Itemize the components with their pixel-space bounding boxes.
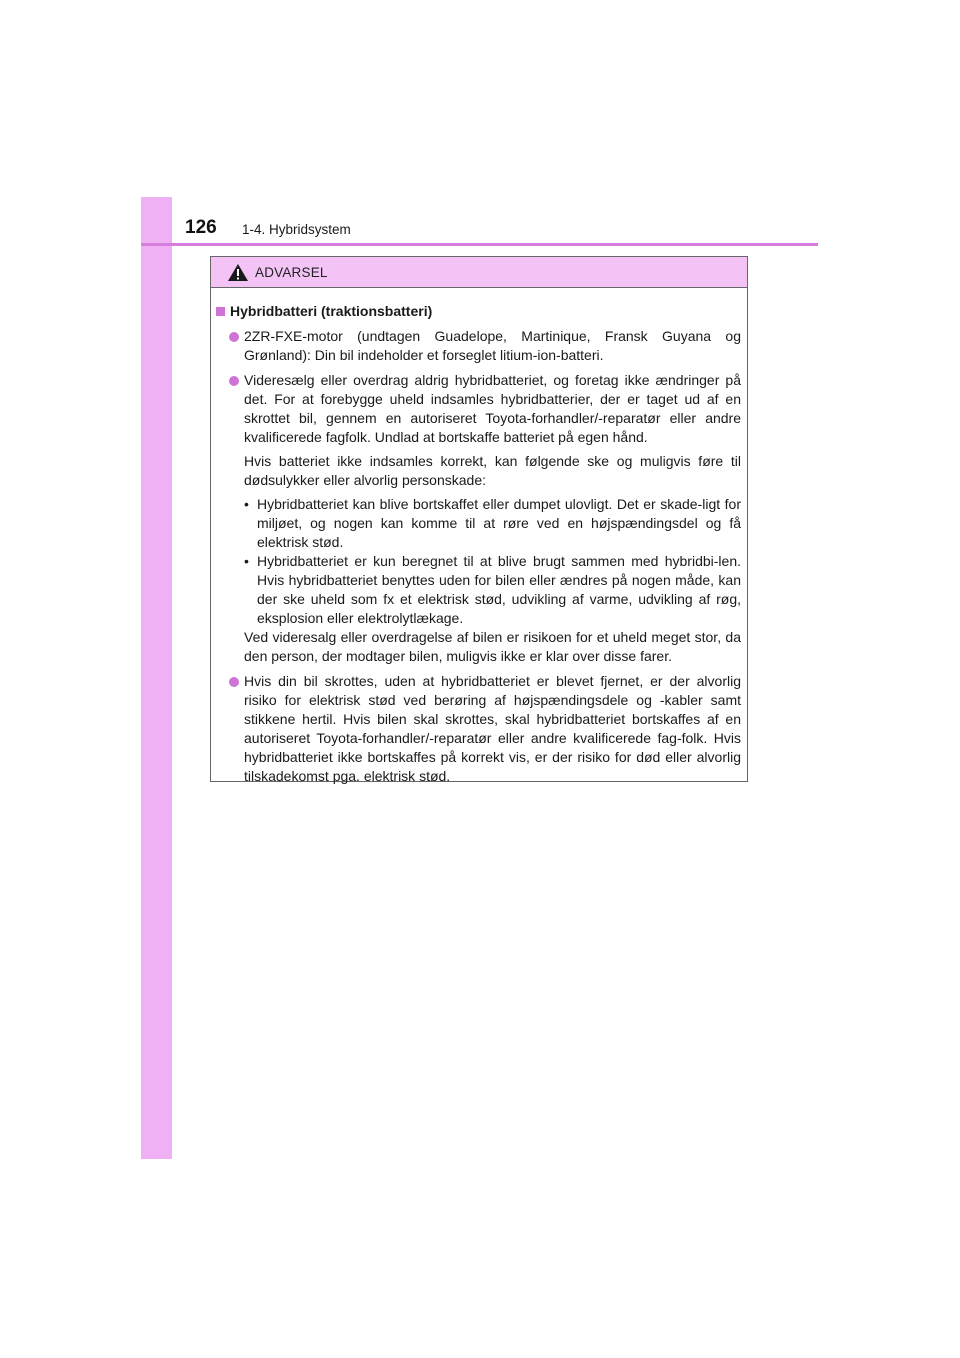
section-title: 1-4. Hybridsystem (242, 222, 351, 237)
warning-box (210, 256, 748, 782)
item-text: Videresælg eller overdrag aldrig hybridbatteriet, og foretag ikke ændringer på det. For at forebygge uheld indsamles hybridbatterier, der er taget ud af en skrottet bil, gennem en autoriseret Toyota-forhandler/-reparatør eller andre kvalificerede fagfolk. Undlad at bortskaffe batteriet på egen hånd. (244, 372, 741, 445)
sub-list-item (244, 495, 741, 552)
item-text: 2ZR-FXE-motor (undtagen Guadelope, Martinique, Fransk Guyana og Grønland): Din bil indeholder et forseglet litium-ion-batteri. (244, 328, 741, 363)
item-text: Hvis din bil skrottes, uden at hybridbatteriet er blevet fjernet, er der alvorlig risiko for elektrisk stød ved berøring af højspændingsdele og -kabler samt stikkene hertil. Hvis bilen skal skrottes, skal hybridbatteriet bortskaffes af en autoriseret Toyota-forhandler/-reparatør eller andre kvalificerede fag-folk. Hvis hybridbatteriet ikke bortskaffes på korrekt vis, er der risiko for død eller alvorlig tilskadekomst pga. elektrisk stød. (244, 673, 741, 784)
dot-bullet-icon (229, 376, 239, 386)
subheading (214, 302, 741, 321)
subheading-text: Hybridbatteri (traktionsbatteri) (230, 303, 433, 319)
sub-item-text: Hybridbatteriet er kun beregnet til at blive brugt sammen med hybridbi-len. Hvis hybridbatteriet benyttes uden for bilen eller ændres på nogen måde, kan der ske uheld som fx et elektrisk stød, udvikling af varme, udvikling af røg, eksplosion eller elektrolytlækage. (257, 553, 741, 626)
item-paragraph: Hvis batteriet ikke indsamles korrekt, kan følgende ske og muligvis føre til dødsulykker eller alvorlig personskade: (244, 453, 741, 488)
sub-list (244, 495, 741, 628)
square-bullet-icon (216, 307, 225, 316)
warning-label: ADVARSEL (255, 265, 328, 280)
dot-bullet-icon (229, 332, 239, 342)
header-rule (141, 243, 818, 246)
item-paragraph: Ved videresalg eller overdragelse af bilen er risikoen for et uheld meget stor, da den person, der modtager bilen, muligvis ikke er klar over disse farer. (244, 629, 741, 664)
page-number: 126 (185, 217, 217, 238)
warning-item-2 (214, 371, 741, 666)
sub-item-text: Hybridbatteriet kan blive bortskaffet eller dumpet ulovligt. Det er skade-ligt for miljøet, og nogen kan komme til at røre ved en højspændingsdel og få elektrisk stød. (257, 496, 741, 550)
warning-triangle-icon (227, 263, 249, 282)
small-bullet-icon: • (244, 496, 249, 512)
sub-list-item (244, 552, 741, 628)
warning-item-3 (214, 672, 741, 786)
dot-bullet-icon (229, 677, 239, 687)
warning-body (211, 288, 747, 786)
small-bullet-icon: • (244, 553, 249, 569)
side-tab (141, 197, 172, 1159)
warning-item-1 (214, 327, 741, 365)
warning-header (211, 257, 747, 288)
